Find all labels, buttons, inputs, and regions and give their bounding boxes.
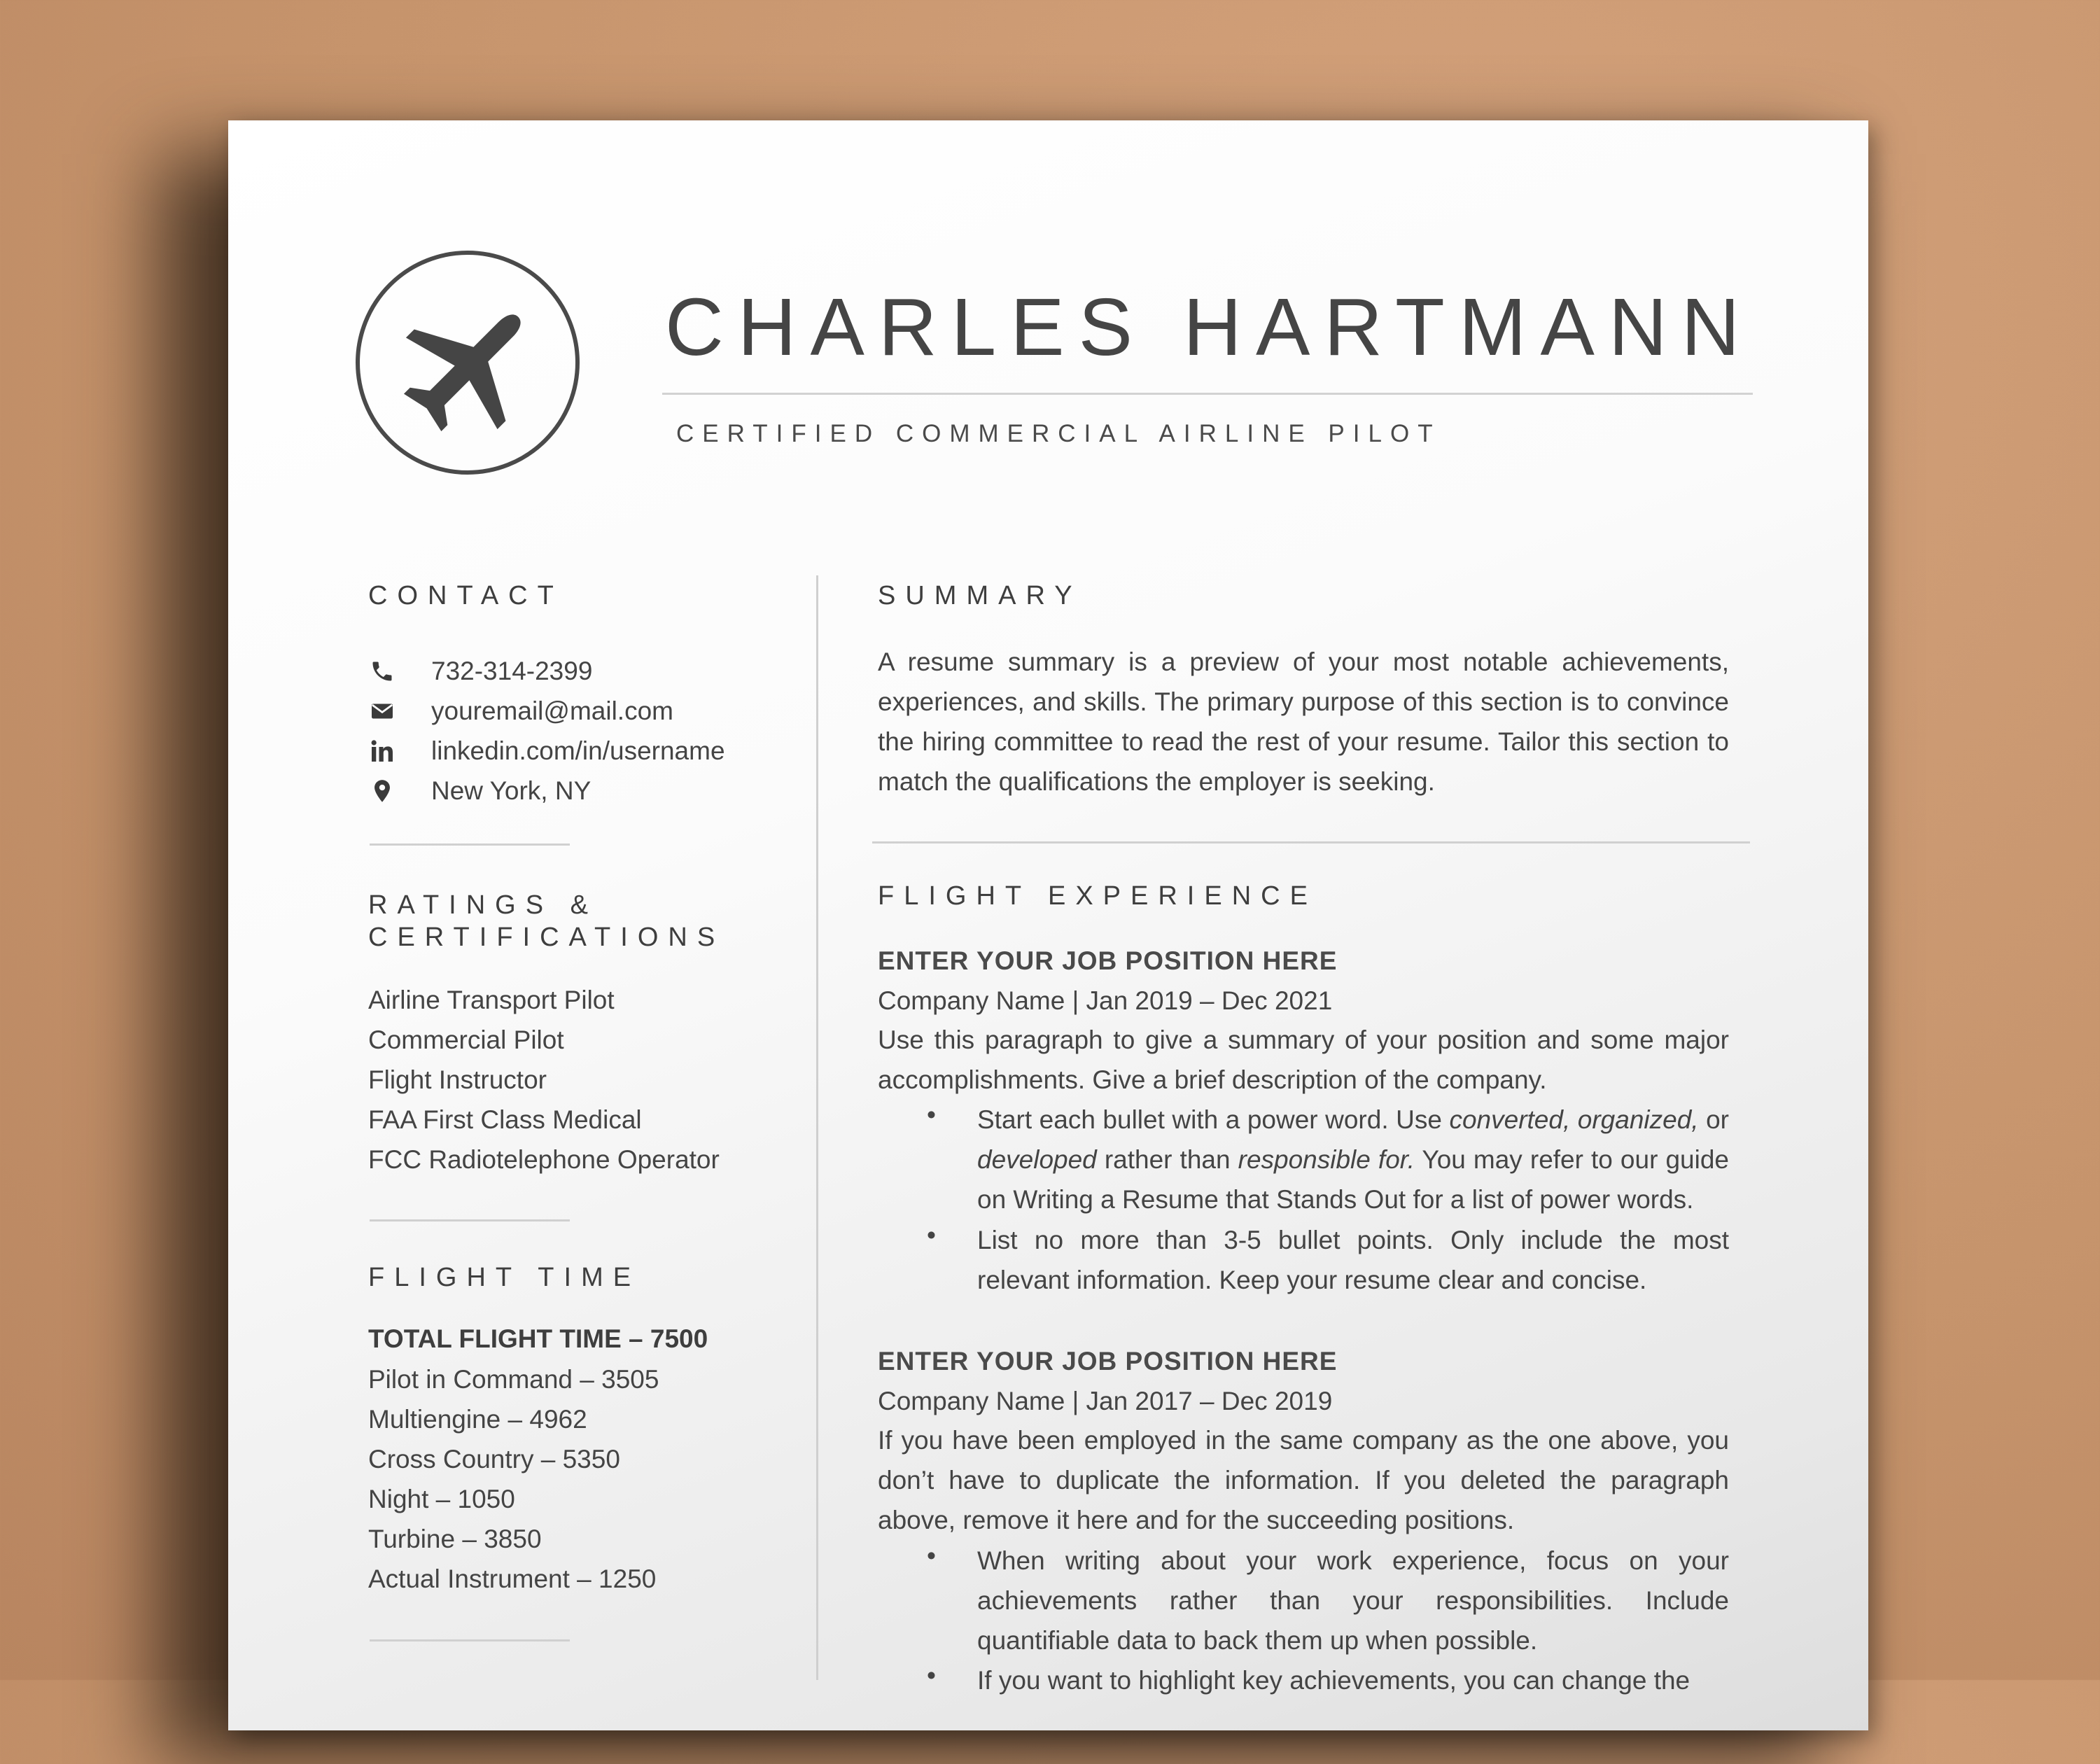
contact-linkedin: [368, 734, 725, 769]
job-company-dates: Company Name | Jan 2017 – Dec 2019: [878, 1387, 1333, 1415]
bullet-dot: •: [927, 1221, 936, 1250]
flight-time-item: Cross Country – 5350: [368, 1445, 620, 1474]
flight-time-item: Turbine – 3850: [368, 1525, 542, 1553]
job-bullet: [977, 1660, 1729, 1680]
contact-location-value: New York, NY: [431, 776, 592, 805]
flight-time-divider: [370, 1639, 570, 1642]
job-bullet: When writing about your work experience, focus on your achievements rather than your responsibilities. Include quantifiable data to back them up when possible.: [977, 1546, 1729, 1655]
contact-location: [368, 774, 591, 808]
job-description: If you have been employed in the same company as the one above, you don’t have to duplicate the information. If you deleted the paragraph above, remove it here and for the succeeding positions.: [878, 1426, 1729, 1534]
contact-divider: [370, 844, 570, 846]
bullet-dot: •: [927, 1541, 936, 1570]
summary-divider: [872, 841, 1750, 844]
ratings-heading-line1: RATINGS &: [368, 890, 598, 920]
ratings-divider: [370, 1219, 570, 1222]
job-company-dates: Company Name | Jan 2019 – Dec 2021: [878, 986, 1333, 1015]
job-position: ENTER YOUR JOB POSITION HERE: [878, 1347, 1338, 1376]
contact-phone: [368, 654, 592, 689]
flight-time-item: Night – 1050: [368, 1485, 515, 1513]
phone-icon: [368, 657, 396, 685]
rating-item: FCC Radiotelephone Operator: [368, 1145, 720, 1174]
total-flight-time: TOTAL FLIGHT TIME – 7500: [368, 1324, 708, 1353]
rating-item: Flight Instructor: [368, 1065, 547, 1094]
contact-phone-value[interactable]: 732-314-2399: [431, 657, 593, 685]
contact-email: [368, 694, 673, 729]
summary-text: A resume summary is a preview of your most notable achievements, experiences, and skills. The primary purpose of this section is to convince the hiring committee to read the rest of your resume. Tailor this section to match the qualifications the employer is seeking.: [878, 648, 1729, 796]
experience-heading: FLIGHT EXPERIENCE: [878, 881, 1317, 911]
column-divider: [816, 575, 818, 1680]
flight-time-item: Actual Instrument – 1250: [368, 1564, 657, 1593]
job-bullet: List no more than 3-5 bullet points. Only include the most relevant information. Keep your resume clear and concise.: [977, 1226, 1729, 1294]
flight-time-item: Multiengine – 4962: [368, 1405, 587, 1434]
contact-heading: CONTACT: [368, 581, 564, 610]
airplane-icon: [395, 293, 542, 440]
contact-email-value[interactable]: youremail@mail.com: [431, 696, 673, 725]
candidate-title: CERTIFIED COMMERCIAL AIRLINE PILOT: [676, 420, 1441, 447]
rating-item: FAA First Class Medical: [368, 1105, 642, 1134]
bullet-dot: •: [927, 1100, 936, 1129]
bullet-dot: •: [927, 1661, 936, 1690]
job-position: ENTER YOUR JOB POSITION HERE: [878, 946, 1338, 975]
rating-item: Commercial Pilot: [368, 1026, 564, 1054]
header-divider: [662, 393, 1753, 395]
flight-time-item: Pilot in Command – 3505: [368, 1365, 659, 1394]
email-icon: [368, 697, 396, 725]
contact-linkedin-value[interactable]: linkedin.com/in/username: [431, 736, 725, 765]
ratings-heading-line2: CERTIFICATIONS: [368, 923, 725, 952]
logo-badge: [356, 251, 580, 475]
job-bullet: Start each bullet with a power word. Use converted, organized, or developed rather than responsible for. You may refer to our guide on Writing a Resume that Stands Out for a list of power words.: [977, 1105, 1730, 1214]
summary-heading: SUMMARY: [878, 581, 1082, 610]
candidate-name: CHARLES HARTMANN: [665, 281, 1754, 372]
linkedin-icon: [368, 737, 396, 765]
job-description: Use this paragraph to give a summary of your position and some major accomplishments. Give a brief description of the company.: [878, 1026, 1729, 1094]
rating-item: Airline Transport Pilot: [368, 986, 615, 1014]
location-icon: [368, 777, 396, 805]
flight-time-heading: FLIGHT TIME: [368, 1263, 641, 1292]
